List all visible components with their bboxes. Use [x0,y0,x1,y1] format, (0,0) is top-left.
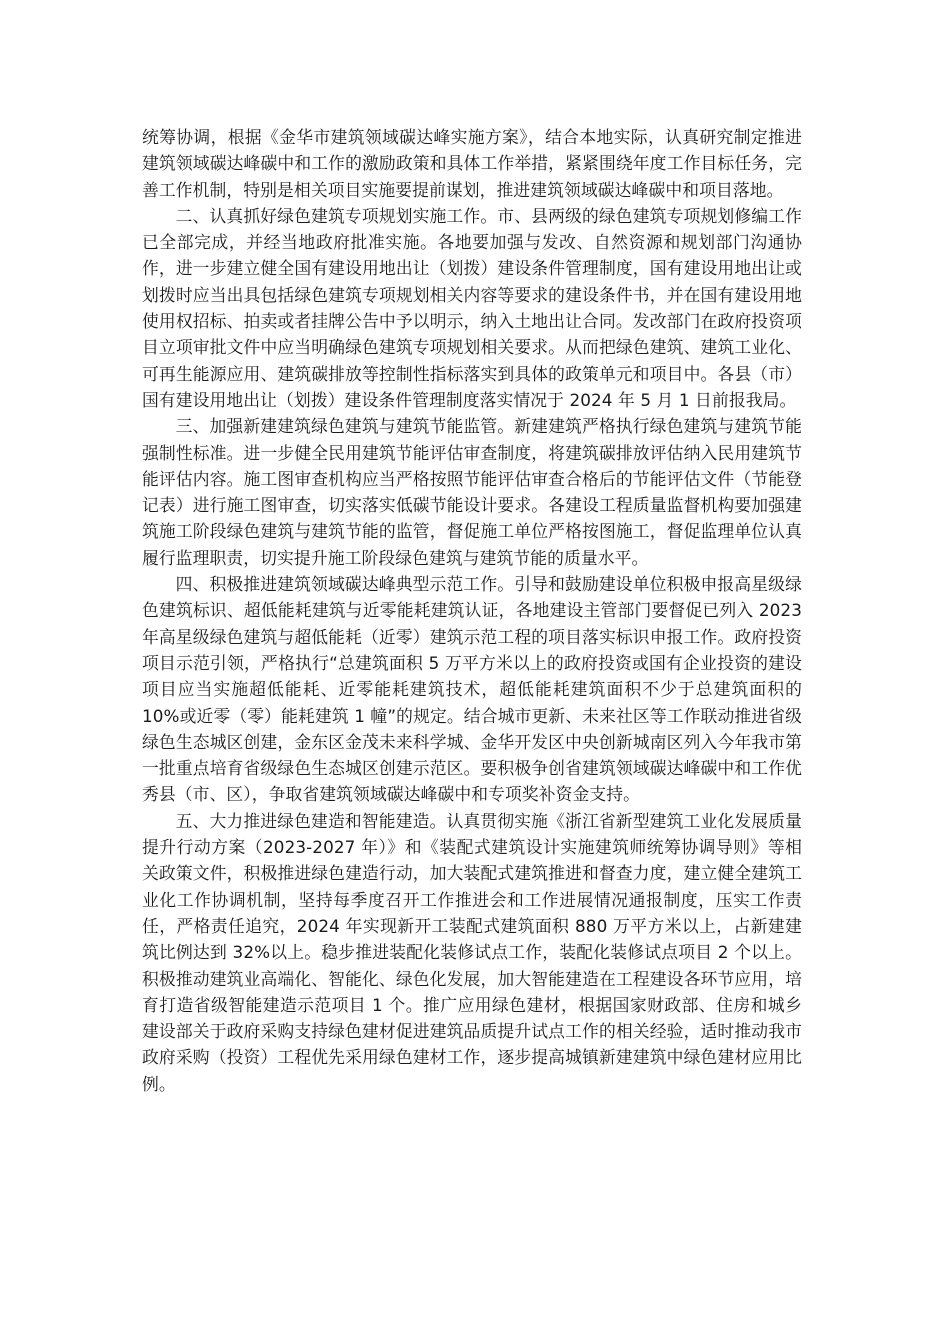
paragraph-section-4: 四、积极推进建筑领域碳达峰典型示范工作。引导和鼓励建设单位积极申报高星级绿色建筑标识、超低能耗建筑与近零能耗建筑认证，各地建设主管部门要督促已列入 2023 年高星级绿色建筑与超低能耗（近零）建筑示范工程的项目落实标识申报工作。政府投资项目示范引领，严格执行“总建筑面积 5 万平方米以上的政府投资或国有企业投资的建设项目应当实施超低能耗、近零能耗建筑技术，超低能耗建筑面积不少于总建筑面积的 10%或近零（零）能耗建筑 1 幢”的规定。结合城市更新、未来社区等工作联动推进省级绿色生态城区创建，金东区金茂未来科学城、金华开发区中央创新城南区列入今年我市第一批重点培育省级绿色生态城区创建示范区。要积极争创省建筑领域碳达峰碳中和工作优秀县（市、区），争取省建筑领域碳达峰碳中和专项奖补资金支持。 [142,574,802,805]
paragraph-continuation: 统筹协调，根据《金华市建筑领域碳达峰实施方案》，结合本地实际，认真研究制定推进建筑领域碳达峰碳中和工作的激励政策和具体工作举措，紧紧围绕年度工作目标任务，完善工作机制，特别是相关项目实施要提前谋划，推进建筑领域碳达峰碳中和项目落地。 [142,127,802,200]
paragraph-section-2: 二、认真抓好绿色建筑专项规划实施工作。市、县两级的绿色建筑专项规划修编工作已全部完成，并经当地政府批准实施。各地要加强与发改、自然资源和规划部门沟通协作，进一步建立健全国有建设用地出让（划拨）建设条件管理制度，国有建设用地出让或划拨时应当出具包括绿色建筑专项规划相关内容等要求的建设条件书，并在国有建设用地使用权招标、拍卖或者挂牌公告中予以明示，纳入土地出让合同。发改部门在政府投资项目立项审批文件中应当明确绿色建筑专项规划相关要求。从而把绿色建筑、建筑工业化、可再生能源应用、建筑碳排放等控制性指标落实到具体的政策单元和项目中。各县（市）国有建设用地出让（划拨）建设条件管理制度落实情况于 2024 年 5 月 1 日前报我局。 [142,205,802,410]
paragraph-section-3: 三、加强新建建筑绿色建筑与建筑节能监管。新建建筑严格执行绿色建筑与建筑节能强制性标准。进一步健全民用建筑节能评估审查制度，将建筑碳排放评估纳入民用建筑节能评估内容。施工图审查机构应当严格按照节能评估审查合格后的节能评估文件（节能登记表）进行施工图审查，切实落实低碳节能设计要求。各建设工程质量监督机构要加强建筑施工阶段绿色建筑与建筑节能的监管，督促施工单位严格按图施工，督促监理单位认真履行监理职责，切实提升施工阶段绿色建筑与建筑节能的质量水平。 [142,416,802,568]
paragraph-section-5: 五、大力推进绿色建造和智能建造。认真贯彻实施《浙江省新型建筑工业化发展质量提升行动方案（2023-2027 年）》和《装配式建筑设计实施建筑师统筹协调导则》等相关政策文件，积极推进绿色建造行动，加大装配式建筑推进和督查力度，建立健全建筑工业化工作协调机制，坚持每季度召开工作推进会和工作进展情况通报制度，压实工作责任，严格责任追究，2024 年实现新开工装配式建筑面积 880 万平方米以上，占新建建筑比例达到 32%以上。稳步推进装配化装修试点工作，装配化装修试点项目 2 个以上。积极推动建筑业高端化、智能化、绿色化发展，加大智能建造在工程建设各环节应用，培育打造省级智能建造示范项目 1 个。推广应用绿色建材，根据国家财政部、住房和城乡建设部关于政府采购支持绿色建材促进建筑品质提升试点工作的相关经验，适时推动我市政府采购（投资）工程优先采用绿色建材工作，逐步提高城镇新建建筑中绿色建材应用比例。 [142,810,802,1094]
document-body [142,124,802,1097]
